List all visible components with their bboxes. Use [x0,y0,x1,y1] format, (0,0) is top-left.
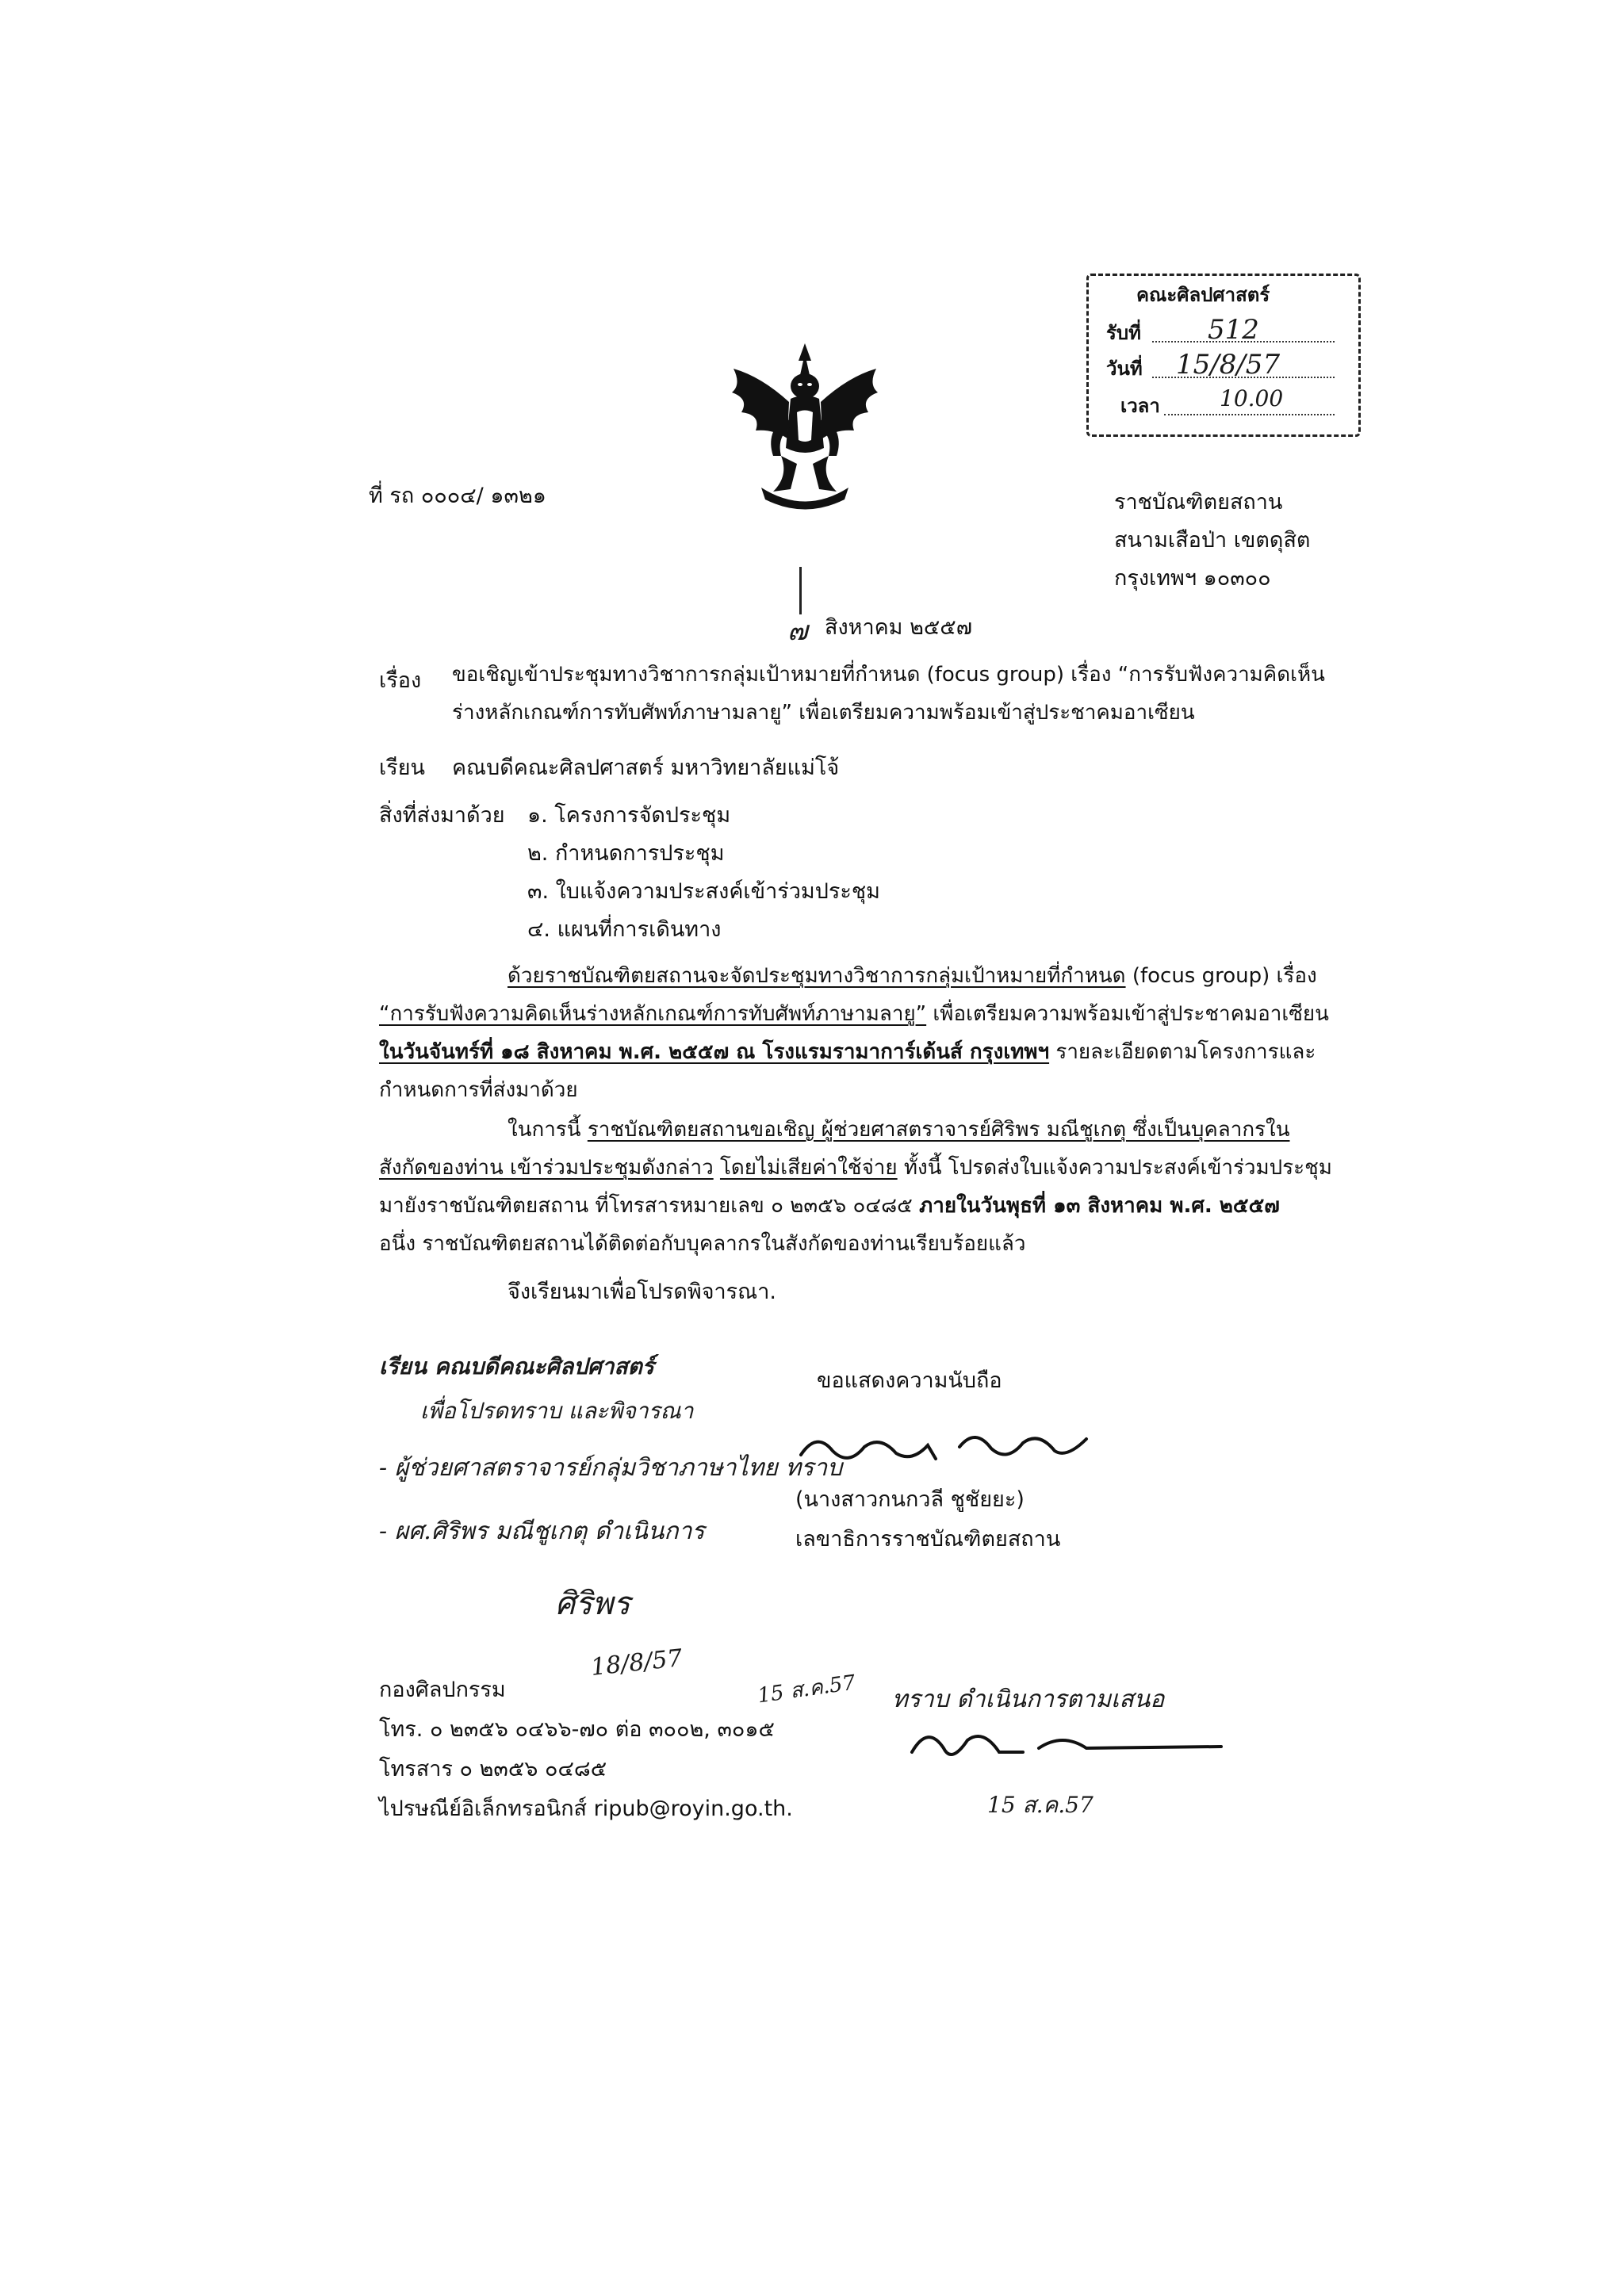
p1-line3-a: ในวันจันทร์ที่ ๑๘ สิงหาคม พ.ศ. ๒๕๕๗ ณ โรงแรมรามาการ์เด้นส์ กรุงเทพฯ [379,1040,1050,1064]
body-p1-line4: กำหนดการที่ส่งมาด้วย [379,1078,578,1102]
p2-line1-a: ในการนี้ [508,1118,581,1142]
stamp-office: คณะศิลปศาสตร์ [1136,284,1270,306]
enclosures-label: สิ่งที่ส่งมาด้วย [379,803,505,828]
closing-line: จึงเรียนมาเพื่อโปรดพิจารณา. [508,1280,776,1304]
annotation-date-2: 15 ส.ค.57 [756,1670,857,1709]
subject-line-2: ร่างหลักเกณฑ์การทับศัพท์ภาษามลายู” เพื่อเตรียมความพร้อมเข้าสู่ประชาคมอาเซียน [452,701,1195,725]
stamp-time-label: เวลา [1120,395,1160,417]
stamp-receipt-label: รับที่ [1106,322,1141,344]
subject-line-1: ขอเชิญเข้าประชุมทางวิชาการกลุ่มเป้าหมายที่กำหนด (focus group) เรื่อง “การรับฟังความคิดเห็น [452,663,1325,687]
enclosure-item-2: ๒. กำหนดการประชุม [527,841,725,866]
enclosure-item-4: ๔. แผนที่การเดินทาง [527,917,722,942]
org-address-1: สนามเสือป่า เขตดุสิต [1114,528,1311,553]
annotation-line-3: - ผู้ช่วยศาสตราจารย์กลุ่มวิชาภาษาไทย ทราบ [379,1454,843,1482]
p1-line2-a: “การรับฟังความคิดเห็นร่างหลักเกณฑ์การทับศัพท์ภาษามลายู” [379,1002,927,1026]
p1-line3-b: รายละเอียดตามโครงการและ [1055,1040,1316,1064]
p2-line2-a: สังกัดของท่าน เข้าร่วมประชุมดังกล่าว [379,1156,714,1180]
subject-label: เรื่อง [379,668,422,693]
annotation-date-1: 18/8/57 [589,1644,684,1682]
stamp-date-value: 15/8/57 [1176,349,1281,381]
enclosure-item-3: ๓. ใบแจ้งความประสงค์เข้าร่วมประชุม [527,879,880,904]
org-address-2: กรุงเทพฯ ๑๐๓๐๐ [1114,566,1271,591]
p1-line2-b: เพื่อเตรียมความพร้อมเข้าสู่ประชาคมอาเซียน [933,1002,1329,1026]
date-month-year: สิงหาคม ๒๕๕๗ [825,615,973,640]
signatory-name: (นางสาวกนกวลี ชูชัยยะ) [795,1487,1025,1512]
body-p2-line4: อนึ่ง ราชบัณฑิตยสถานได้ติดต่อกับบุคลากรในสังกัดของท่านเรียบร้อยแล้ว [379,1232,1026,1256]
p1-line1-a: ด้วยราชบัณฑิตยสถานจะจัดประชุมทางวิชาการกลุ่มเป้าหมายที่กำหนด [508,964,1126,988]
right-signature [904,1716,1237,1780]
to-value: คณบดีคณะศิลปศาสตร์ มหาวิทยาลัยแม่โจ้ [452,756,840,780]
right-note: ทราบ ดำเนินการตามเสนอ [892,1686,1165,1713]
signatory-title: เลขาธิการราชบัณฑิตยสถาน [795,1527,1061,1552]
date-day: ๗ [787,615,808,647]
stamp-date-label: วันที่ [1106,358,1143,380]
body-p1-line3 [379,1042,1316,1062]
body-p2-line2 [379,1158,1332,1178]
p2-line2-c: ทั้งนี้ โปรดส่งใบแจ้งความประสงค์เข้าร่วมประชุม [903,1156,1332,1180]
body-p1-line2 [379,1004,1329,1024]
footer-telephone: โทร. ๐ ๒๓๕๖ ๐๔๖๖-๗๐ ต่อ ๓๐๐๒, ๓๐๑๕ [379,1717,775,1742]
annotation-initials: ศิริพร [555,1586,630,1622]
body-p2-line1 [508,1119,1290,1140]
p2-line3-a: มายังราชบัณฑิตยสถาน ที่โทรสารหมายเลข ๐ ๒๓๕๖ ๐๔๘๕ [379,1194,913,1218]
footer-fax: โทรสาร ๐ ๒๓๕๖ ๐๔๘๕ [379,1757,607,1781]
date-mark [799,567,802,614]
stamp-time-value: 10.00 [1220,385,1284,411]
annotation-line-4: - ผศ.ศิริพร มณีชูเกตุ ดำเนินการ [379,1517,705,1545]
footer-email: ไปรษณีย์อิเล็กทรอนิกส์ ripub@royin.go.th. [379,1797,793,1821]
body-p1-line1 [508,966,1317,986]
p1-line1-b: (focus group) เรื่อง [1132,964,1317,988]
stamp-time-line [1164,414,1335,415]
regards: ขอแสดงความนับถือ [817,1368,1002,1393]
p2-line1-b: ราชบัณฑิตยสถานขอเชิญ ผู้ช่วยศาสตราจารย์ศิริพร มณีชูเกตุ ซึ่งเป็นบุคลากรใน [587,1118,1290,1142]
annotation-line-1: เรียน คณบดีคณะศิลปศาสตร์ [379,1353,654,1380]
body-p2-line3 [379,1196,1280,1216]
handwritten-signature [793,1415,1094,1479]
garuda-emblem [718,337,892,519]
p2-line3-b: ภายในวันพุธที่ ๑๓ สิงหาคม พ.ศ. ๒๕๕๗ [919,1194,1280,1218]
receipt-stamp [1086,274,1361,437]
org-name: ราชบัณฑิตยสถาน [1114,490,1283,515]
annotation-line-2: เพื่อโปรดทราบ และพิจารณา [420,1398,694,1424]
reference-number: ที่ รถ ๐๐๐๔/ ๑๓๒๑ [369,484,546,508]
footer-department: กองศิลปกรรม [379,1678,506,1702]
right-date: 15 ส.ค.57 [987,1792,1094,1818]
p2-line2-b: โดยไม่เสียค่าใช้จ่าย [719,1156,898,1180]
to-label: เรียน [379,756,426,780]
stamp-receipt-value: 512 [1208,314,1259,346]
enclosure-item-1: ๑. โครงการจัดประชุม [527,803,731,828]
